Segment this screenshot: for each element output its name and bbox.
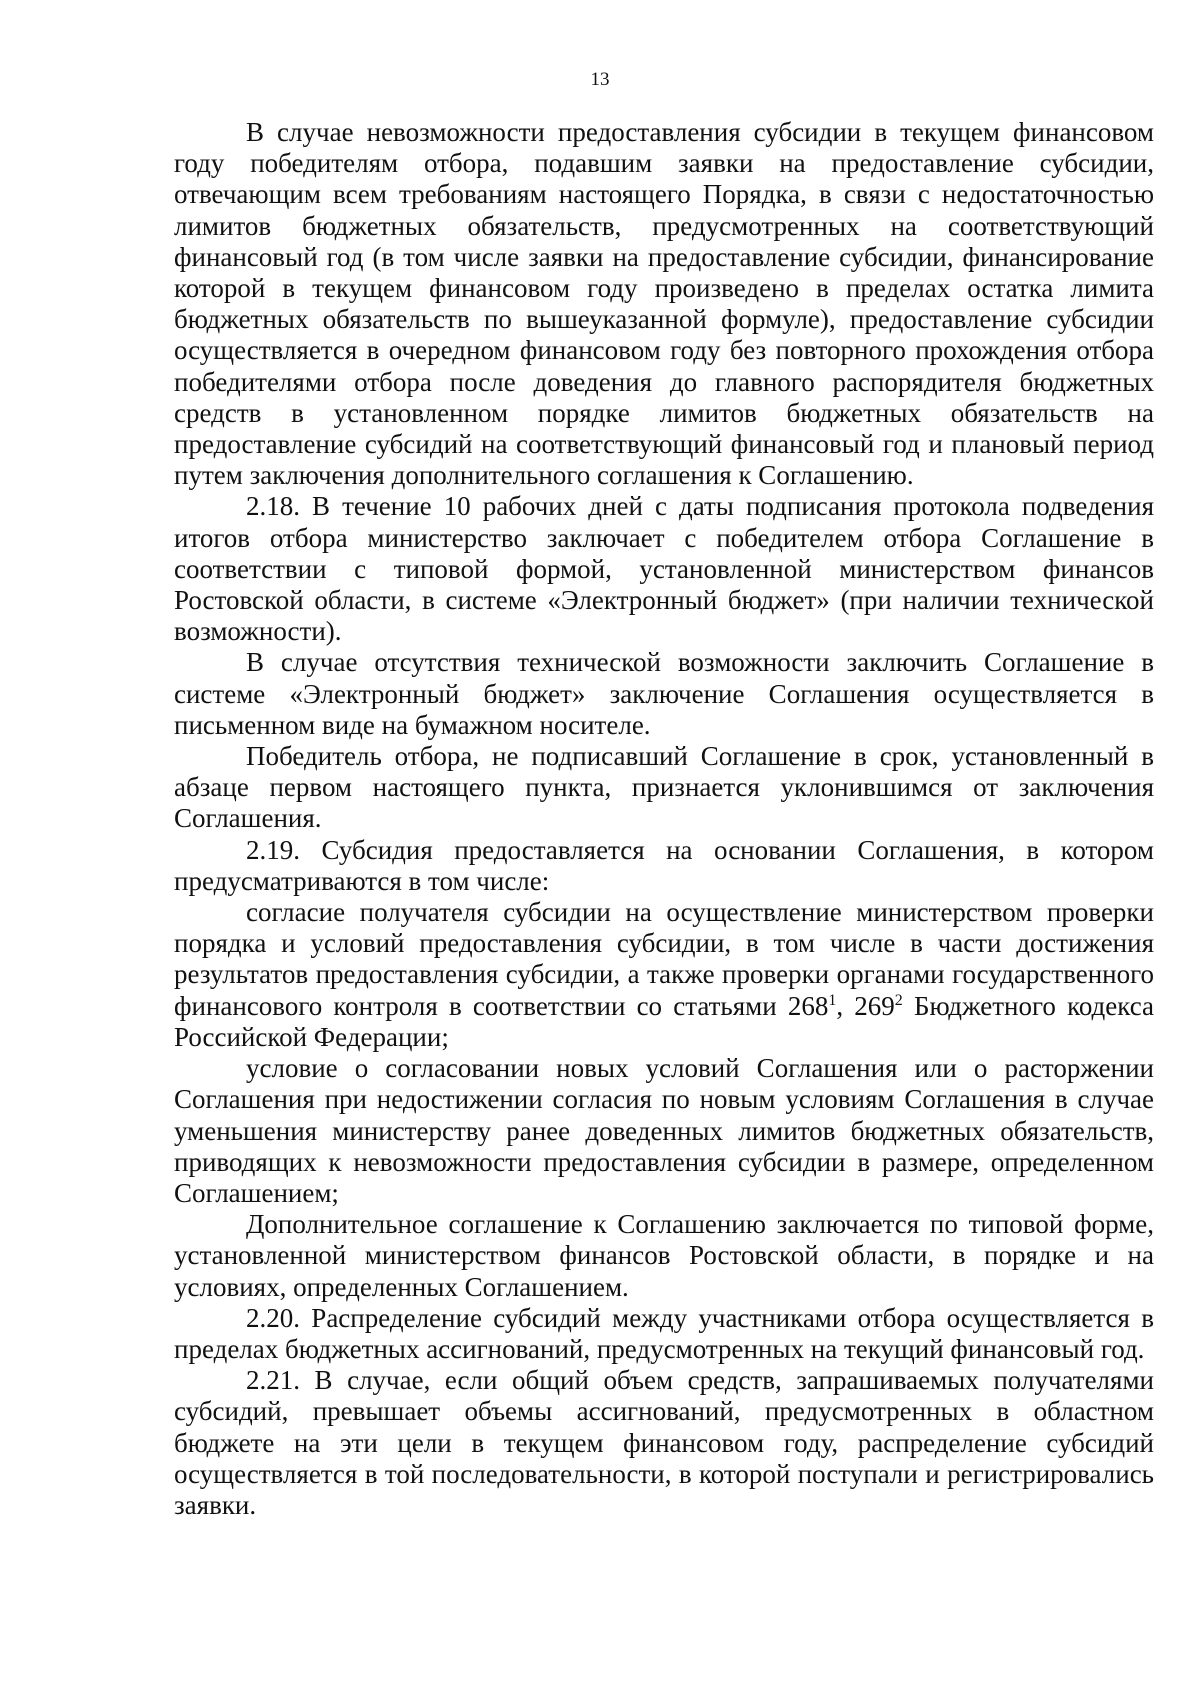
superscript-2: 2	[894, 991, 903, 1009]
paragraph-additional-agreement: Дополнительное соглашение к Соглашению заключается по типовой форме, установленной министерством финансов Ростовской области, в порядке и на условиях, определенных Соглашением.	[174, 1209, 1154, 1302]
paragraph-paper-agreement: В случае отсутствия технической возможности заключить Соглашение в системе «Электронный бюджет» заключение Соглашения осуществляется в письменном виде на бумажном носителе.	[174, 647, 1154, 740]
consent-code-name: Бюджетного кодекса Российской Федерации;	[174, 990, 1155, 1052]
page-number: 13	[590, 69, 610, 90]
superscript-1: 1	[828, 991, 837, 1009]
document-body	[174, 117, 1154, 1521]
consent-article-269: , 269	[836, 990, 895, 1021]
paragraph-consent	[174, 897, 1154, 1053]
paragraph-termination-condition: условие о согласовании новых условий Соглашения или о расторжении Соглашения при недостижении согласия по новым условиям Соглашения в случае уменьшения министерству ранее доведенных лимитов бюджетных обязательств, приводящих к невозможности предоставления субсидии в размере, определенном Соглашением;	[174, 1053, 1154, 1208]
paragraph-deferred-subsidy: В случае невозможности предоставления субсидии в текущем финансовом году победителям отбора, подавшим заявки на предоставление субсидии, отвечающим всем требованиям настоящего Порядка, в связи с недостаточностью лимитов бюджетных обязательств, предусмотренных на соответствующий финансовый год (в том числе заявки на предоставление субсидии, финансирование которой в текущем финансовом году произведено в пределах остатка лимита бюджетных обязательств по вышеуказанной формуле), предоставление субсидии осуществляется в очередном финансовом году без повторного прохождения отбора победителями отбора после доведения до главного распорядителя бюджетных средств в установленном порядке лимитов бюджетных обязательств на предоставление субсидий на соответствующий финансовый год и плановый период путем заключения дополнительного соглашения к Соглашению.	[174, 117, 1154, 491]
paragraph-evading-winner: Победитель отбора, не подписавший Соглашение в срок, установленный в абзаце первом настоящего пункта, признается уклонившимся от заключения Соглашения.	[174, 741, 1154, 834]
paragraph-2-21: 2.21. В случае, если общий объем средств, запрашиваемых получателями субсидий, превышает объемы ассигнований, предусмотренных в областном бюджете на эти цели в текущем финансовом году, распределение субсидий осуществляется в той последовательности, в которой поступали и регистрировались заявки.	[174, 1365, 1154, 1520]
paragraph-2-19: 2.19. Субсидия предоставляется на основании Соглашения, в котором предусматриваются в том числе:	[174, 834, 1154, 896]
paragraph-2-18: 2.18. В течение 10 рабочих дней с даты подписания протокола подведения итогов отбора министерство заключает с победителем отбора Соглашение в соответствии с типовой формой, установленной министерством финансов Ростовской области, в системе «Электронный бюджет» (при наличии технической возможности).	[174, 491, 1154, 647]
consent-text: согласие получателя субсидии на осуществление министерством проверки порядка и условий предоставления субсидии, в том числе в части достижения результатов предоставления субсидии, а также проверки органами государственного финансового контроля в соответствии со статьями 268	[174, 897, 1154, 1021]
paragraph-2-20: 2.20. Распределение субсидий между участниками отбора осуществляется в пределах бюджетных ассигнований, предусмотренных на текущий финансовый год.	[174, 1302, 1154, 1364]
